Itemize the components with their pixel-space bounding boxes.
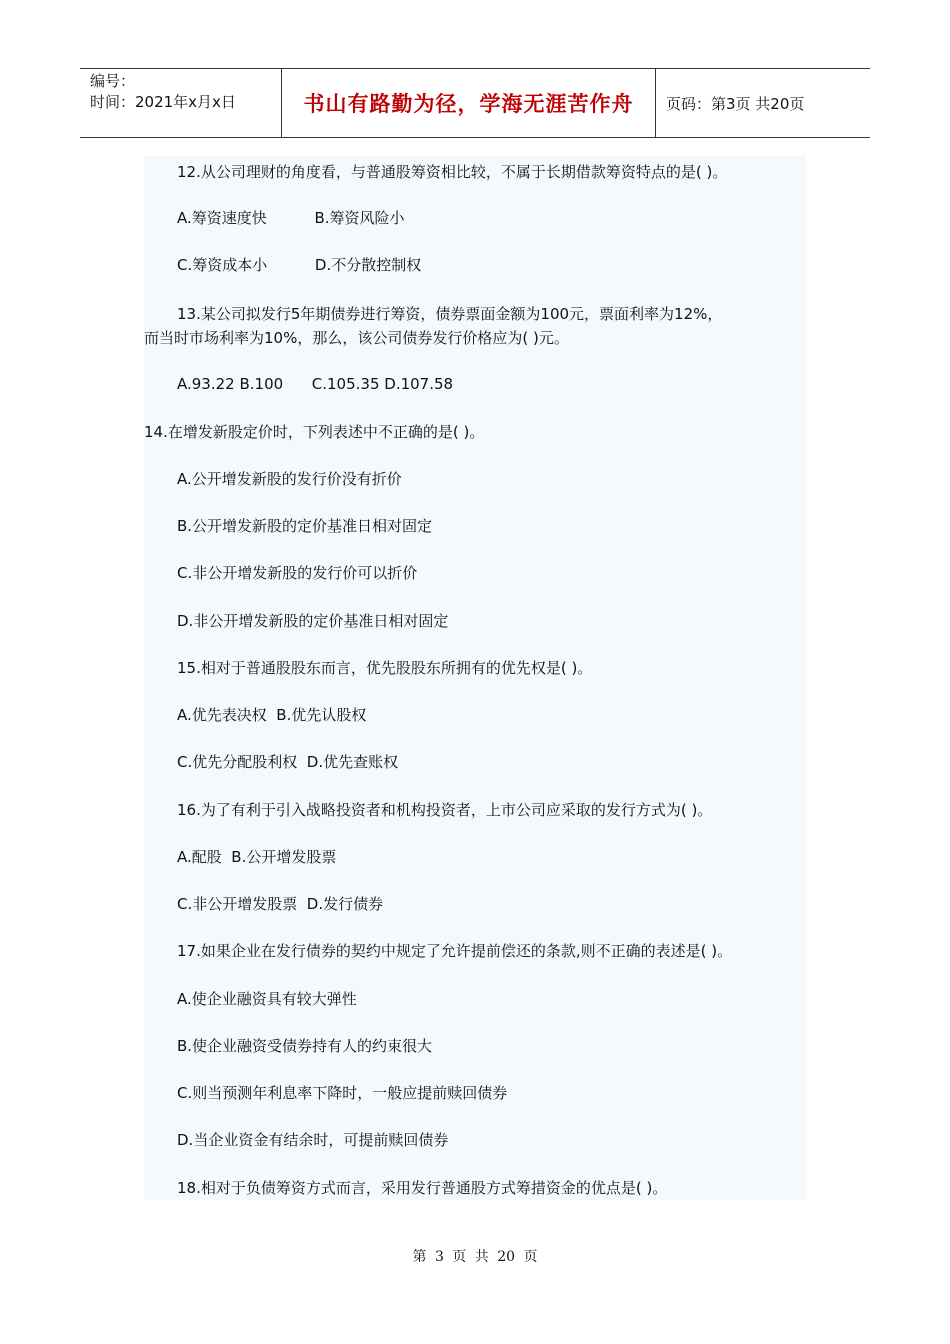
question-13-cont: 而当时市场利率为10%，那么，该公司债券发行价格应为( )元。 [144, 329, 569, 347]
option-line: A.筹资速度快 B.筹资风险小 [177, 209, 405, 227]
option-line: C.非公开增发新股的发行价可以折价 [177, 564, 418, 582]
option-line: A.93.22 B.100 C.105.35 D.107.58 [177, 375, 454, 393]
question-15: 15.相对于普通股股东而言，优先股股东所拥有的优先权是( )。 [177, 659, 593, 677]
page-header [80, 68, 870, 138]
option-line: C.筹资成本小 D.不分散控制权 [177, 256, 422, 274]
option-line: D.非公开增发新股的定价基准日相对固定 [177, 612, 449, 630]
option-line: D.当企业资金有结余时，可提前赎回债券 [177, 1131, 449, 1149]
option-line: C.则当预测年利息率下降时，一般应提前赎回债券 [177, 1084, 508, 1102]
option-line: A.使企业融资具有较大弹性 [177, 990, 357, 1008]
option-line: B.公开增发新股的定价基准日相对固定 [177, 517, 433, 535]
option-line: C.优先分配股利权 D.优先查账权 [177, 753, 399, 771]
header-page-info: 页码：第3页 共20页 [666, 94, 805, 113]
question-16: 16.为了有利于引入战略投资者和机构投资者，上市公司应采取的发行方式为( )。 [177, 801, 713, 819]
page-footer: 第 3 页 共 20 页 [412, 1249, 538, 1265]
document-body [144, 156, 806, 1200]
time-label: 时间：2021年x月x日 [90, 93, 236, 111]
option-line: C.非公开增发股票 D.发行债券 [177, 895, 384, 913]
question-14: 14.在增发新股定价时，下列表述中不正确的是( )。 [144, 423, 485, 441]
header-motto: 书山有路勤为径，学海无涯苦作舟 [282, 69, 656, 137]
question-13: 13.某公司拟发行5年期债券进行筹资，债券票面金额为100元，票面利率为12%， [177, 305, 723, 323]
question-18: 18.相对于负债筹资方式而言，采用发行普通股方式筹措资金的优点是( )。 [177, 1179, 668, 1197]
option-line: A.公开增发新股的发行价没有折价 [177, 470, 402, 488]
number-label: 编号： [90, 72, 136, 90]
option-line: A.配股 B.公开增发股票 [177, 848, 337, 866]
header-meta [80, 69, 282, 137]
question-12: 12.从公司理财的角度看，与普通股筹资相比较，不属于长期借款筹资特点的是( )。 [177, 163, 728, 181]
option-line: A.优先表决权 B.优先认股权 [177, 706, 367, 724]
question-17: 17.如果企业在发行债券的契约中规定了允许提前偿还的条款,则不正确的表述是( )。 [177, 942, 733, 960]
option-line: B.使企业融资受债券持有人的约束很大 [177, 1037, 433, 1055]
